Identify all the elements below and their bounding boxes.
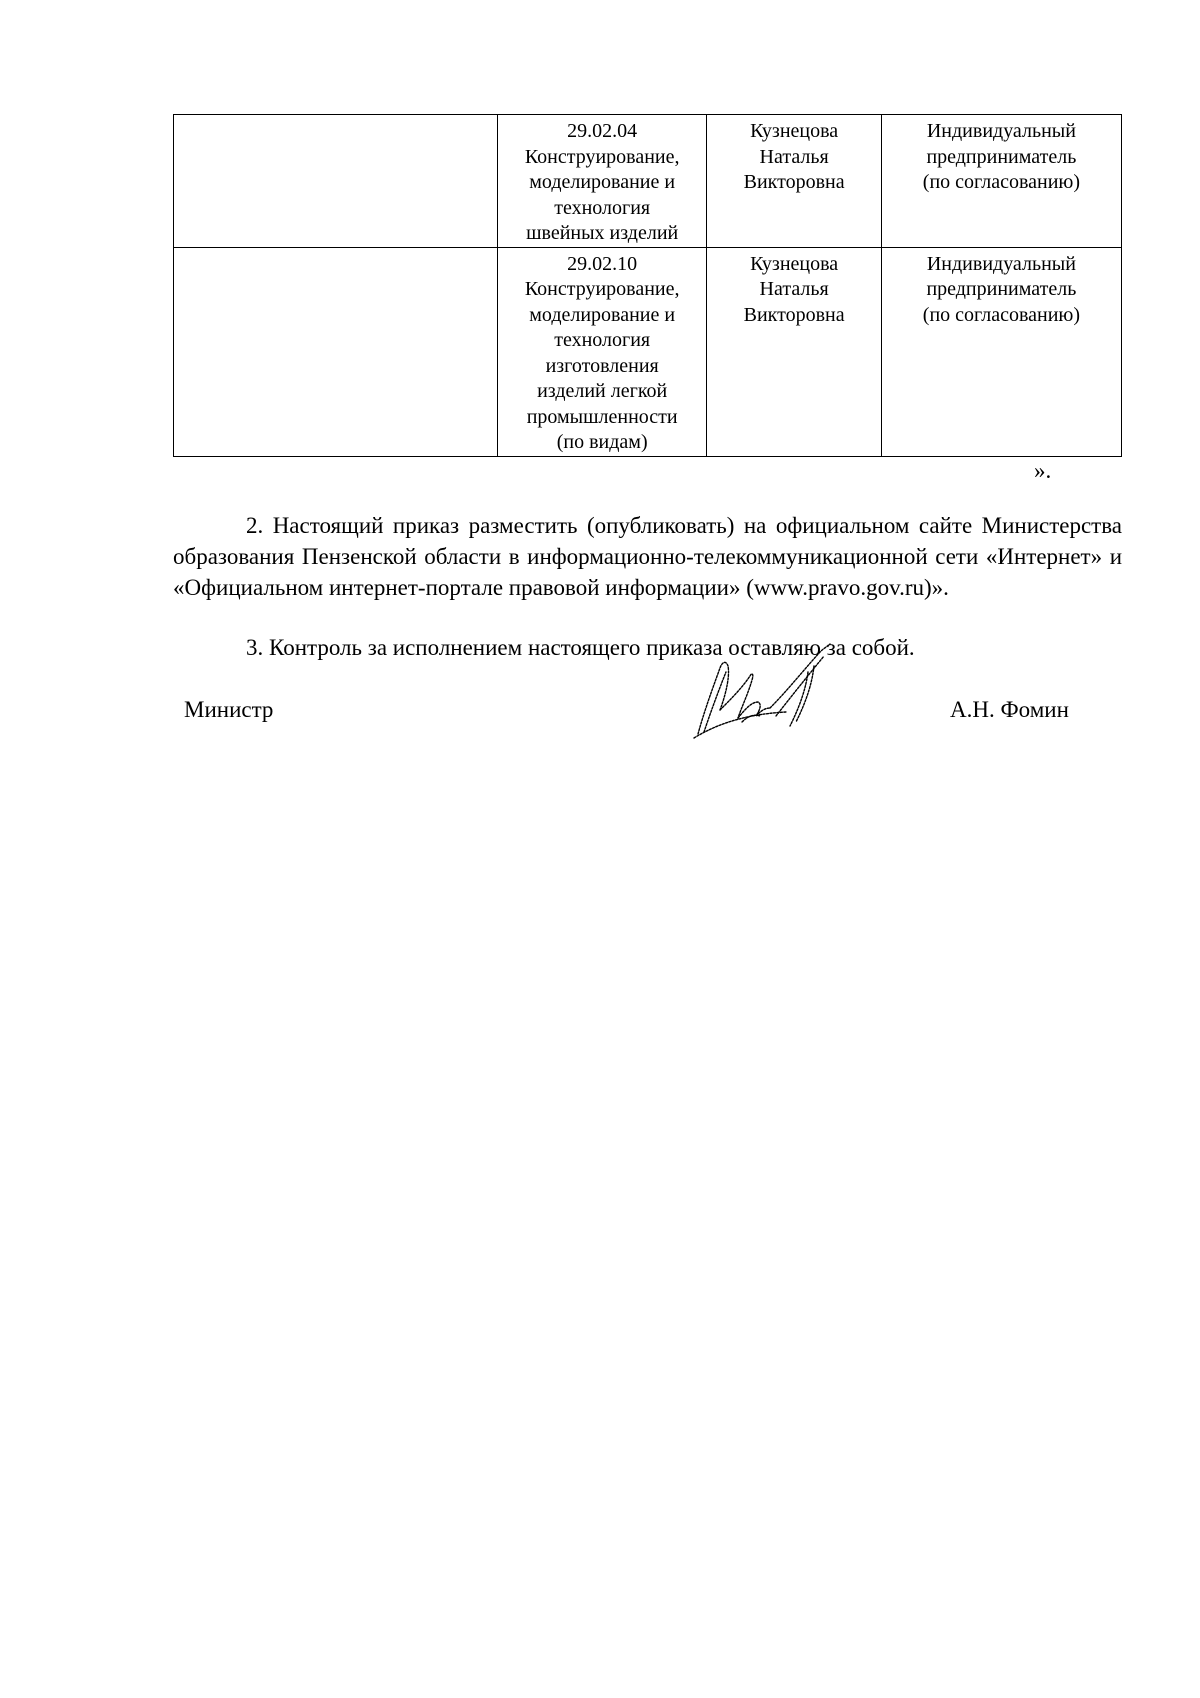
table-cell-empty — [174, 247, 498, 456]
signatory-name: А.Н. Фомин — [950, 697, 1069, 722]
specialty-table — [173, 114, 1122, 457]
table-cell-organization: Индивидуальный предприниматель (по согласованию) — [881, 115, 1121, 248]
table-row — [174, 247, 1122, 456]
paragraph-publication: 2. Настоящий приказ разместить (опубликовать) на официальном сайте Министерства образования Пензенской области в информационно-телекоммуникационной сети «Интернет» и «Официальном интернет-портале правовой информации» (www.pravo.gov.ru)». — [173, 513, 1122, 600]
table-cell-person: Кузнецова Наталья Викторовна — [707, 115, 881, 248]
handwritten-signature-image — [690, 642, 860, 742]
table-cell-person: Кузнецова Наталья Викторовна — [707, 247, 881, 456]
table-cell-organization: Индивидуальный предприниматель (по согласованию) — [881, 247, 1121, 456]
signatory-position: Министр — [184, 697, 274, 722]
table-cell-specialty: 29.02.04 Конструирование, моделирование и технология швейных изделий — [497, 115, 707, 248]
table-row — [174, 115, 1122, 248]
closing-quote-mark: ». — [1034, 458, 1052, 483]
paragraph-control: 3. Контроль за исполнением настоящего приказа оставляю за собой. — [246, 635, 915, 660]
table-cell-specialty: 29.02.10 Конструирование, моделирование и технология изготовления изделий легкой промышленности (по видам) — [497, 247, 707, 456]
table-cell-empty — [174, 115, 498, 248]
